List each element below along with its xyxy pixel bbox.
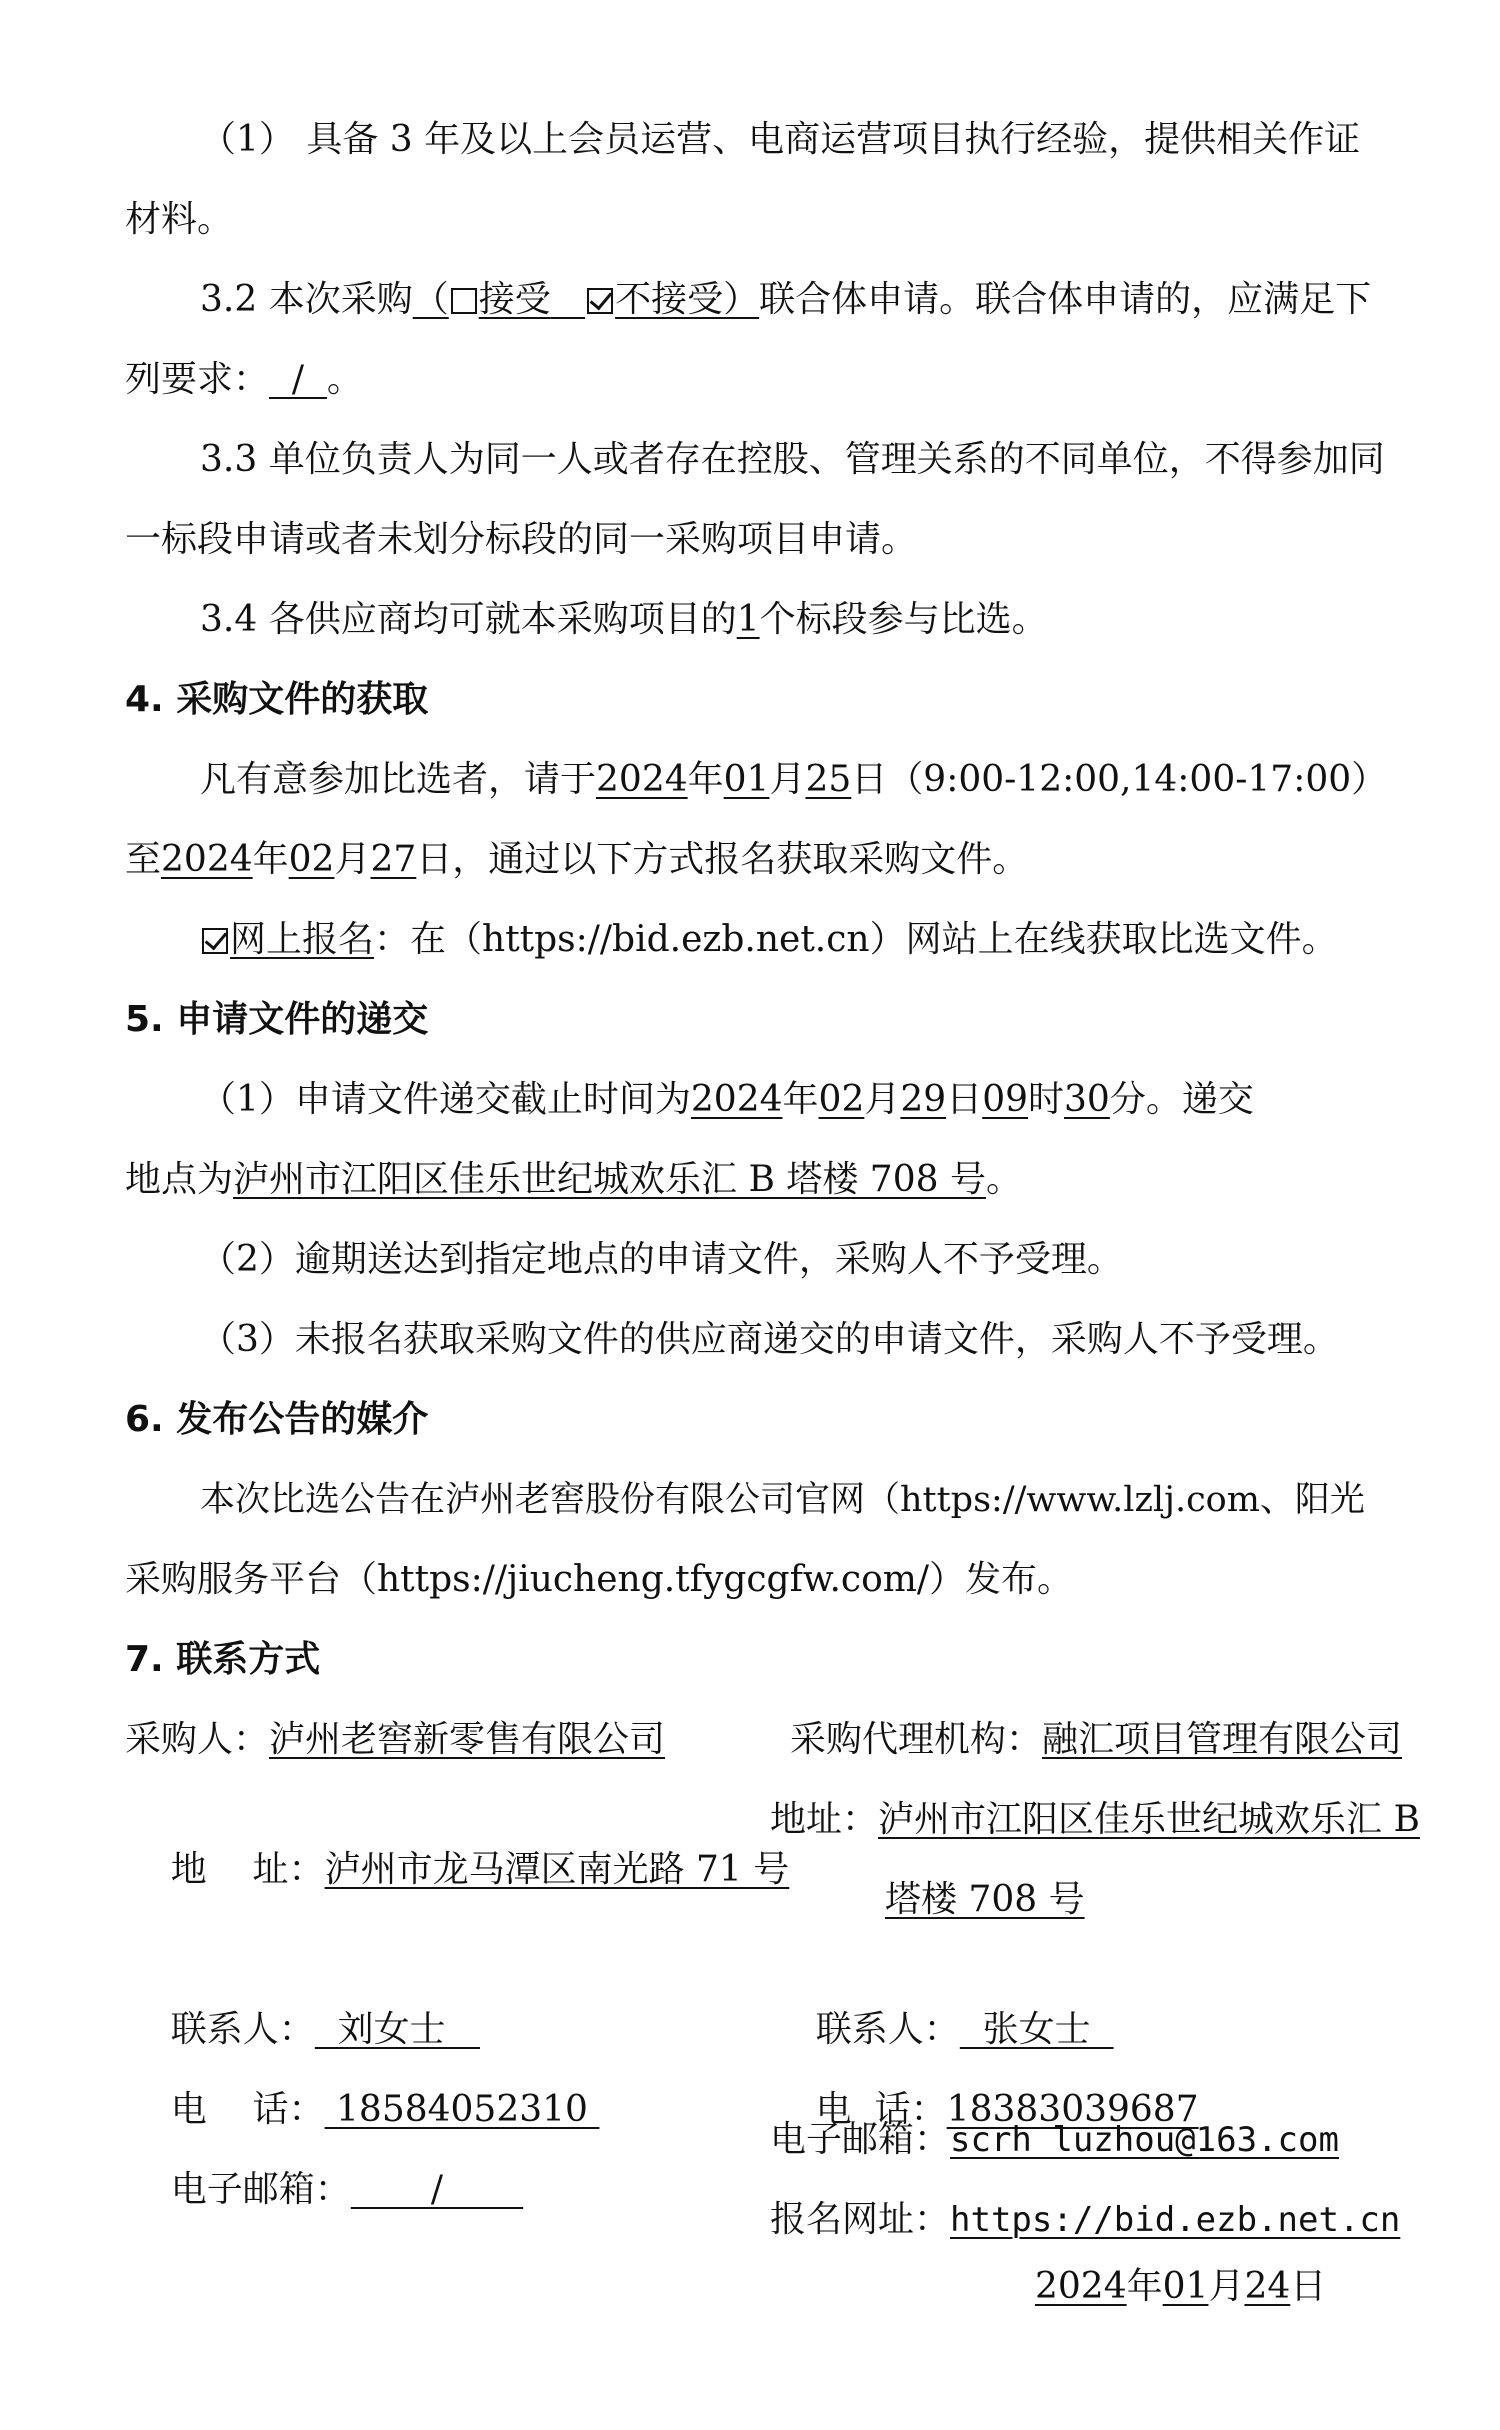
clause-text: 个标段参与比选。 bbox=[759, 599, 1048, 640]
section-text: 年 bbox=[782, 1079, 819, 1120]
agent-name: 融汇项目管理有限公司 bbox=[1042, 1719, 1403, 1760]
clause-text: 3.3 单位负责人为同一人或者存在控股、管理关系的不同单位，不得参加同 bbox=[200, 439, 1385, 480]
section-text: 地点为 bbox=[125, 1159, 234, 1200]
date-month: 01 bbox=[1162, 2266, 1209, 2307]
end-year: 2024 bbox=[161, 839, 253, 880]
buyer-email bbox=[125, 2115, 524, 2210]
clause-3-2 bbox=[200, 275, 1450, 325]
section-text: （3）未报名获取采购文件的供应商递交的申请文件，采购人不予受理。 bbox=[200, 1319, 1339, 1360]
paragraph-text: 材料。 bbox=[125, 199, 234, 240]
deadline-hour: 09 bbox=[982, 1079, 1029, 1120]
end-month: 02 bbox=[288, 839, 335, 880]
clause-text: 3.2 本次采购 bbox=[200, 279, 413, 320]
section-text: 月 bbox=[334, 839, 371, 880]
buyer-person-label: 联系人： bbox=[170, 2009, 315, 2050]
registration-url[interactable]: https://bid.ezb.net.cn bbox=[950, 2200, 1401, 2240]
start-month: 01 bbox=[723, 759, 770, 800]
agent-address-value: 泸州市江阳区佳乐世纪城欢乐汇 B bbox=[878, 1799, 1420, 1840]
paragraph-text: （1） 具备 3 年及以上会员运营、电商运营项目执行经验，提供相关作证 bbox=[200, 119, 1361, 160]
issue-date bbox=[1035, 2262, 1326, 2312]
registration-label: 报名网址： bbox=[770, 2199, 951, 2240]
section-text: 日（9:00-12:00,14:00-17:00） bbox=[851, 759, 1388, 800]
buyer bbox=[125, 1715, 665, 1765]
buyer-address-label: 地 址： bbox=[170, 1849, 325, 1890]
deadline-day: 29 bbox=[900, 1079, 947, 1120]
agent-label: 采购代理机构： bbox=[790, 1719, 1043, 1760]
section-5-item-1 bbox=[200, 1075, 1450, 1125]
clause-text: 联合体申请。联合体申请的，应满足下 bbox=[759, 279, 1372, 320]
agent-address-cont bbox=[885, 1875, 1085, 1925]
section-5-item-2 bbox=[200, 1235, 1450, 1285]
clause-3-2-cont bbox=[125, 355, 1450, 405]
requirement-value: / bbox=[269, 359, 327, 400]
buyer-phone-value: 18584052310 bbox=[324, 2089, 600, 2130]
end-day: 27 bbox=[370, 839, 417, 880]
deadline-month: 02 bbox=[818, 1079, 865, 1120]
heading-text: 7. 联系方式 bbox=[125, 1639, 321, 1680]
consortium-options: （ 接受 不接受） bbox=[412, 279, 760, 320]
online-registration-checkbox[interactable] bbox=[202, 928, 228, 954]
agent-phone-label: 电 话： bbox=[815, 2089, 947, 2130]
online-registration-label: 网上报名 bbox=[230, 919, 375, 960]
clause-text: 列要求： bbox=[125, 359, 270, 400]
agent-person-label: 联系人： bbox=[815, 2009, 960, 2050]
agent-email-label: 电子邮箱： bbox=[770, 2119, 951, 2160]
buyer-address-value: 泸州市龙马潭区南光路 71 号 bbox=[324, 1849, 790, 1890]
clause-text: 3.4 各供应商均可就本采购项目的 bbox=[200, 599, 737, 640]
registration-site bbox=[770, 2195, 1400, 2245]
section-4-line-2 bbox=[125, 835, 1450, 885]
section-text: 年 bbox=[252, 839, 289, 880]
date-year: 2024 bbox=[1035, 2266, 1127, 2307]
section-text: 月 bbox=[769, 759, 806, 800]
section-text: 日 bbox=[946, 1079, 983, 1120]
date-text: 日 bbox=[1290, 2266, 1327, 2307]
clause-3-3 bbox=[200, 435, 1450, 485]
section-text: 分。递交 bbox=[1109, 1079, 1254, 1120]
buyer-label: 采购人： bbox=[125, 1719, 270, 1760]
heading-section-7 bbox=[125, 1635, 1450, 1685]
paragraph-qualification-1 bbox=[200, 115, 1450, 165]
buyer-person-value: 刘女士 bbox=[314, 2009, 481, 2050]
submission-place: 泸州市江阳区佳乐世纪城欢乐汇 B 塔楼 708 号 bbox=[233, 1159, 986, 1200]
buyer-email-label: 电子邮箱： bbox=[170, 2169, 351, 2210]
online-registration bbox=[200, 915, 1450, 965]
date-day: 24 bbox=[1244, 2266, 1291, 2307]
agent-email-value[interactable]: scrh_luzhou@163.com bbox=[950, 2120, 1339, 2160]
heading-section-4 bbox=[125, 675, 1450, 725]
section-text: 至 bbox=[125, 839, 162, 880]
deadline-minute: 30 bbox=[1064, 1079, 1110, 1120]
section-4-line-1 bbox=[200, 755, 1450, 805]
clause-3-3-cont bbox=[125, 515, 1450, 565]
heading-section-6 bbox=[125, 1395, 1450, 1445]
section-text: （1）申请文件递交截止时间为 bbox=[200, 1079, 691, 1120]
section-6-line-2 bbox=[125, 1555, 1450, 1605]
agent-address bbox=[770, 1795, 1420, 1845]
agent-address-value-2: 塔楼 708 号 bbox=[885, 1879, 1085, 1920]
date-text: 年 bbox=[1126, 2266, 1163, 2307]
deadline-year: 2024 bbox=[690, 1079, 783, 1120]
lot-count: 1 bbox=[736, 599, 760, 640]
online-registration-text: ：在（https://bid.ezb.net.cn）网站上在线获取比选文件。 bbox=[374, 919, 1338, 960]
clause-3-4 bbox=[200, 595, 1450, 645]
buyer-name: 泸州老窖新零售有限公司 bbox=[269, 1719, 666, 1760]
section-text: 年 bbox=[687, 759, 724, 800]
agent bbox=[790, 1715, 1402, 1765]
start-day: 25 bbox=[805, 759, 852, 800]
reject-checkbox[interactable] bbox=[587, 288, 613, 314]
reject-label: 不接受 bbox=[615, 279, 724, 320]
section-text: 本次比选公告在泸州老窖股份有限公司官网（https://www.lzlj.com、阳光 bbox=[200, 1480, 1365, 1520]
buyer-phone bbox=[125, 2035, 600, 2130]
heading-text: 6. 发布公告的媒介 bbox=[125, 1399, 429, 1440]
start-year: 2024 bbox=[596, 759, 688, 800]
section-5-item-3 bbox=[200, 1315, 1450, 1365]
buyer-address bbox=[125, 1795, 790, 1890]
section-text: 时 bbox=[1028, 1079, 1065, 1120]
section-text: 日，通过以下方式报名获取采购文件。 bbox=[416, 839, 1029, 880]
agent-person-value: 张女士 bbox=[959, 2009, 1114, 2050]
buyer-contact-person bbox=[125, 1955, 481, 2050]
date-text: 月 bbox=[1208, 2266, 1245, 2307]
accept-label: 接受 bbox=[478, 279, 551, 320]
accept-checkbox[interactable] bbox=[451, 288, 477, 314]
buyer-email-value: / bbox=[350, 2169, 524, 2210]
section-text: 凡有意参加比选者，请于 bbox=[200, 759, 597, 800]
heading-section-5 bbox=[125, 995, 1450, 1045]
heading-text: 5. 申请文件的递交 bbox=[125, 999, 429, 1040]
agent-contact-person bbox=[770, 1955, 1114, 2050]
agent-phone-value: 18383039687 bbox=[946, 2089, 1199, 2130]
section-text: （2）逾期送达到指定地点的申请文件，采购人不予受理。 bbox=[200, 1239, 1123, 1280]
heading-text: 4. 采购文件的获取 bbox=[125, 679, 429, 720]
buyer-phone-label: 电 话： bbox=[170, 2089, 325, 2130]
section-text: 。 bbox=[985, 1159, 1022, 1200]
section-text: 采购服务平台（https://jiucheng.tfygcgfw.com/）发布。 bbox=[125, 1559, 1074, 1600]
agent-email bbox=[770, 2115, 1339, 2165]
paragraph-qualification-1-cont bbox=[125, 195, 1450, 245]
section-6-line-1 bbox=[200, 1475, 1450, 1525]
clause-text: 一标段申请或者未划分标段的同一采购项目申请。 bbox=[125, 519, 918, 560]
clause-text: 。 bbox=[326, 359, 363, 400]
agent-address-label: 地址： bbox=[770, 1799, 879, 1840]
section-text: 月 bbox=[864, 1079, 901, 1120]
section-5-item-1-cont bbox=[125, 1155, 1450, 1205]
agent-phone bbox=[770, 2035, 1199, 2130]
